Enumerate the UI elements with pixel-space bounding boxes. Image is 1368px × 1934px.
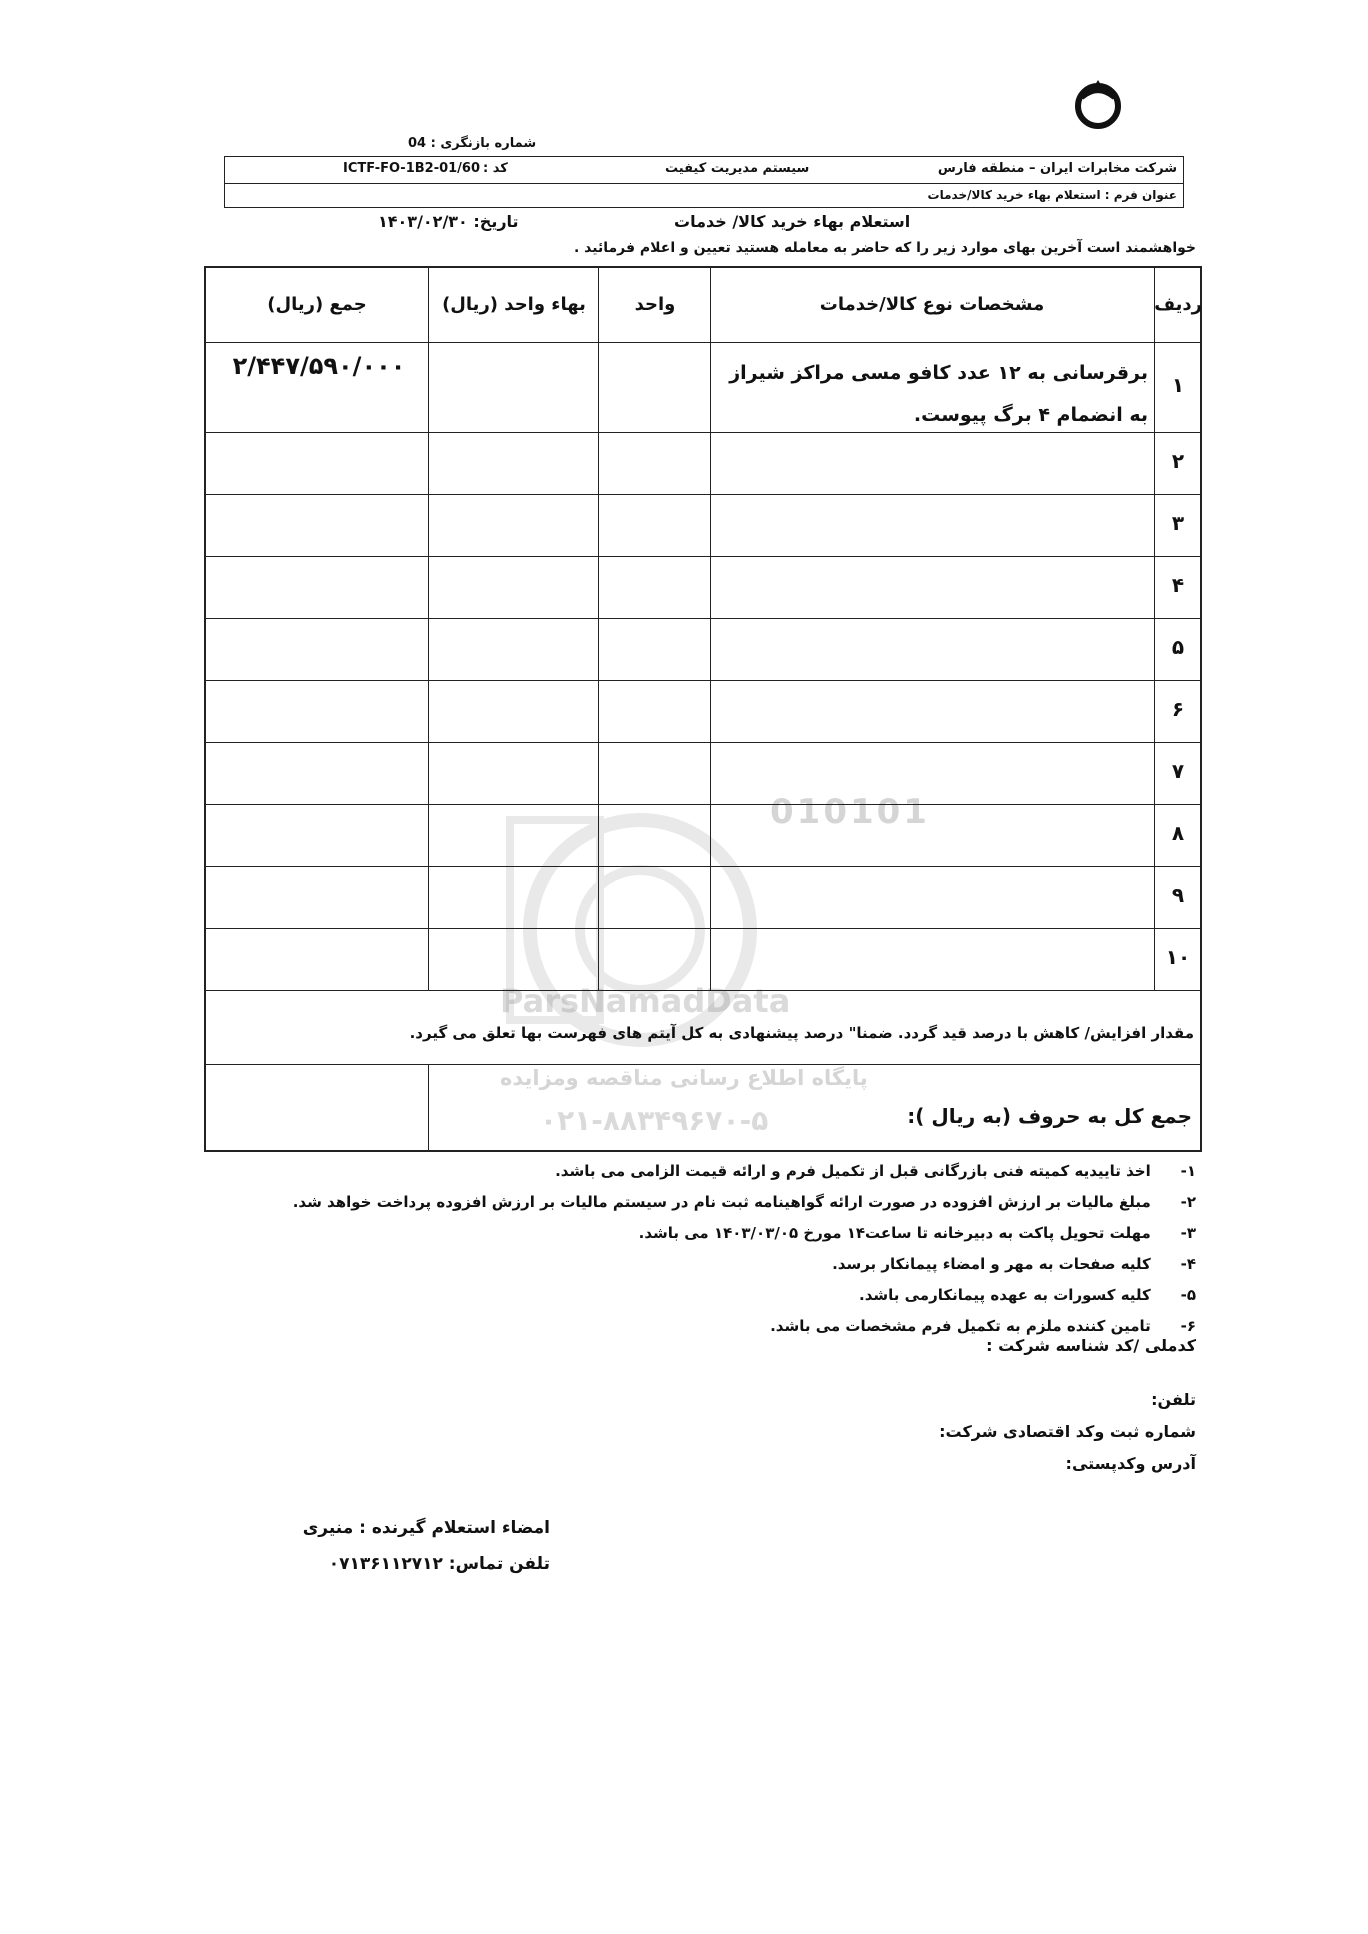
note-text: مهلت تحویل پاکت به دبیرخانه تا ساعت۱۴ مورخ ۱۴۰۳/۰۳/۰۵ می باشد.: [638, 1224, 1151, 1242]
row-number: ۸: [1171, 821, 1185, 845]
note-item: [220, 1280, 1196, 1311]
table-row-divider: [206, 742, 1200, 743]
note-text: اخذ تاییدیه کمیته فنی بازرگانی قبل از تکمیل فرم و ارائه قیمت الزامی می باشد.: [555, 1162, 1151, 1180]
contact-phone: تلفن تماس: ۰۷۱۳۶۱۱۲۷۱۲: [328, 1554, 550, 1574]
table-row-divider: [206, 990, 1200, 991]
table-row-divider: [206, 432, 1200, 433]
row-1-spec: برقرسانی به ۱۲ عدد کافو مسی مراکز شیراز به انضمام ۴ برگ پیوست.: [729, 362, 1148, 426]
row-number: ۶: [1171, 697, 1185, 721]
row-number: ۷: [1171, 759, 1185, 783]
column-header-unit: واحد: [634, 294, 676, 315]
company-name: شرکت مخابرات ایران – منطقه فارس: [937, 161, 1177, 176]
title-row: [224, 212, 1184, 236]
row-number: ۳: [1171, 511, 1185, 535]
header-row-bottom: [225, 183, 1183, 209]
national-id-field: کدملی /کد شناسه شرکت :: [986, 1336, 1196, 1355]
note-number: ۳-: [1180, 1224, 1196, 1242]
address-field: آدرس وکدپستی:: [1065, 1454, 1196, 1473]
header-row-top: [225, 157, 1183, 184]
total-in-words-label: جمع کل به حروف (به ریال ):: [907, 1104, 1192, 1128]
column-header-total: جمع (ریال): [267, 294, 367, 315]
row-number: ۵: [1171, 635, 1185, 659]
note-number: ۱-: [1180, 1162, 1196, 1180]
signer-name: امضاء استعلام گیرنده : منیری: [302, 1518, 550, 1538]
table-row-divider: [206, 556, 1200, 557]
note-item: [220, 1187, 1196, 1218]
increase-decrease-note: مقدار افزایش/ کاهش با درصد قید گردد. ضمنا" درصد پیشنهادی به کل آیتم های فهرست بها تعلق می گیرد.: [409, 1024, 1194, 1042]
watermark-digits: 010101: [770, 792, 930, 832]
note-number: ۲-: [1180, 1193, 1196, 1211]
table-row-divider: [206, 928, 1200, 929]
watermark-tagline: پایگاه اطلاع رسانی مناقصه ومزایده: [500, 1066, 868, 1090]
column-header-unit-price: بهاء واحد (ریال): [442, 294, 586, 315]
form-code: ICTF-FO-1B2-01/60: [343, 161, 481, 176]
watermark-brand: ParsNamadData: [500, 982, 791, 1020]
note-item: [220, 1249, 1196, 1280]
table-row-divider: [206, 866, 1200, 867]
table-row-divider: [206, 1064, 1200, 1065]
note-number: ۴-: [1180, 1255, 1196, 1273]
column-header-row: ردیف: [1154, 294, 1202, 315]
row-number: ۱۰: [1165, 945, 1191, 969]
phone-field: تلفن:: [1151, 1390, 1196, 1409]
notes-list: [220, 1156, 1196, 1342]
table-column-divider: [1154, 268, 1155, 990]
form-date: تاریخ: ۱۴۰۳/۰۲/۳۰: [378, 212, 519, 231]
table-row-divider: [206, 342, 1200, 343]
row-number: ۹: [1171, 883, 1185, 907]
table-column-divider: [598, 268, 599, 990]
note-number: ۶-: [1180, 1317, 1196, 1335]
note-item: [220, 1218, 1196, 1249]
form-header: [224, 156, 1184, 208]
column-header-spec: مشخصات نوع کالا/خدمات: [819, 294, 1045, 315]
table-row-divider: [206, 804, 1200, 805]
table-column-divider: [710, 268, 711, 990]
table-column-divider: [428, 1064, 429, 1150]
note-text: تامین کننده ملزم به تکمیل فرم مشخصات می باشد.: [770, 1317, 1151, 1335]
note-text: مبلغ مالیات بر ارزش افزوده در صورت ارائه گواهینامه ثبت نام در سیستم مالیات بر ارزش افزوده پرداخت خواهد شد.: [292, 1193, 1151, 1211]
page-title: استعلام بهاء خرید کالا/ خدمات: [674, 212, 911, 231]
table-row-divider: [206, 680, 1200, 681]
company-logo-icon: [1068, 78, 1128, 130]
row-number: ۱: [1171, 373, 1185, 397]
watermark-phone: ۰۲۱-۸۸۳۴۹۶۷۰-۵: [540, 1104, 769, 1137]
note-text: کلیه کسورات به عهده پیمانکارمی باشد.: [859, 1286, 1151, 1304]
note-item: [220, 1156, 1196, 1187]
row-number: ۴: [1171, 573, 1185, 597]
note-text: کلیه صفحات به مهر و امضاء پیمانکار برسد.: [832, 1255, 1151, 1273]
note-number: ۵-: [1180, 1286, 1196, 1304]
table-row-divider: [206, 618, 1200, 619]
revision-number: شماره بازنگری : 04: [408, 136, 537, 151]
form-title: عنوان فرم : استعلام بهاء خرید کالا/خدمات: [927, 188, 1177, 202]
code-label: کد :: [483, 161, 508, 176]
quality-system-label: سیستم مدیریت کیفیت: [665, 161, 810, 176]
table-column-divider: [428, 268, 429, 990]
table-row-divider: [206, 494, 1200, 495]
request-text: خواهشمند است آخرین بهای موارد زیر را که حاضر به معامله هستید تعیین و اعلام فرمائید .: [573, 240, 1196, 256]
items-table: [204, 266, 1202, 1152]
row-1-total: ۲/۴۴۷/۵۹۰/۰۰۰: [232, 352, 406, 380]
row-number: ۲: [1171, 449, 1185, 473]
registration-field: شماره ثبت وکد اقتصادی شرکت:: [939, 1422, 1196, 1441]
